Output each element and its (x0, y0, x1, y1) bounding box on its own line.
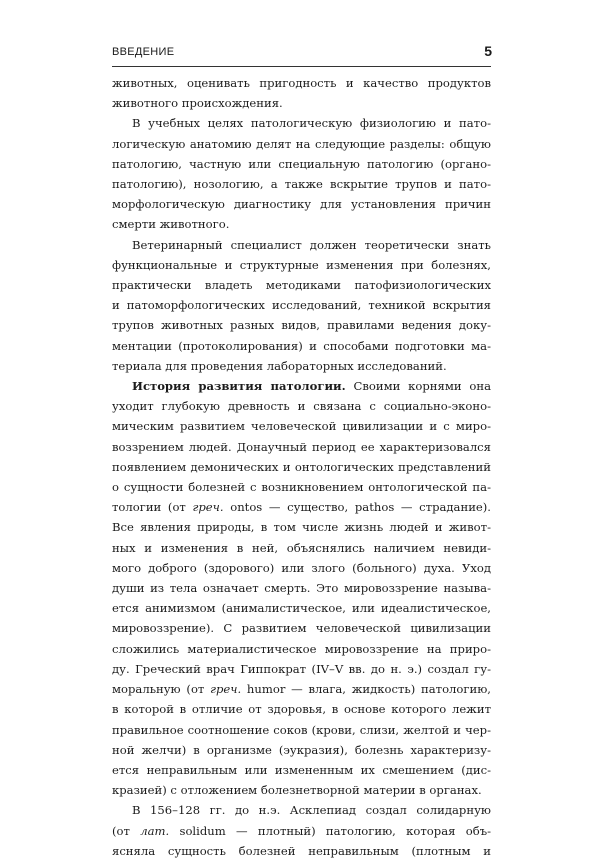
text-line: морфологическую диагностику для установления причин (112, 197, 491, 212)
text-line: териала для проведения лабораторных исследований. (112, 358, 447, 373)
text-line: Все явления природы, в том числе жизнь людей и живот- (112, 520, 491, 535)
page-header (112, 43, 492, 63)
section-heading: История развития патологии. (132, 379, 346, 394)
text-line: трупов животных разных видов, правилами ведения доку- (112, 318, 491, 333)
text-line: тологии (от греч. ontos — существо, pathos — страдание). (112, 500, 491, 515)
text-line: В учебных целях патологическую физиологию и пато- (132, 116, 491, 131)
text-line: Ветеринарный специалист должен теоретически знать (132, 237, 491, 252)
text-line: смерти животного. (112, 217, 230, 232)
text-line: (от лат. solidum — плотный) патологию, которая объ- (112, 823, 491, 838)
text-line: и патоморфологических исследований, техникой вскрытия (112, 298, 491, 313)
text-line: История развития патологии. Своими корнями она (132, 379, 491, 394)
text-line: В 156–128 гг. до н.э. Асклепиад создал солидарную (132, 803, 491, 818)
text-line: ных и изменения в ней, объяснялись наличием невиди- (112, 540, 491, 555)
text-line: мическим развитием человеческой цивилизации и с миро- (112, 419, 491, 434)
text-line: ду. Греческий врач Гиппократ (IV–V вв. до н. э.) создал гу- (112, 661, 491, 676)
paragraph (112, 235, 491, 376)
text-line: сложились материалистическое мировоззрение на приро- (112, 641, 491, 656)
text-line: моральную (от греч. humor — влага, жидкость) патологию, (112, 682, 491, 697)
text-line: появлением демонических и онтологических представлений (112, 459, 491, 474)
text-line: правильное соотношение соков (крови, слизи, желтой и чер- (112, 722, 491, 737)
paragraph (112, 73, 491, 113)
text-line: животного происхождения. (112, 96, 283, 111)
text-line: ется анимизмом (анималистическое, или идеалистическое, (112, 601, 491, 616)
paragraph (112, 113, 491, 234)
text-line: мого доброго (здорового) или злого (больного) духа. Уход (112, 560, 491, 575)
text-line: души из тела означает смерть. Это мировоззрение называ- (112, 581, 491, 596)
text-line: ется неправильным или измененным их смешением (дис- (112, 762, 491, 777)
page-number: 5 (484, 43, 492, 59)
text-line: в которой в отличие от здоровья, в основе которого лежит (112, 702, 491, 717)
text-line: патологию), нозологию, а также вскрытие трупов и пато- (112, 177, 491, 192)
paragraph (112, 800, 491, 861)
text-line: кразией) с отложением болезнетворной материи в органах. (112, 783, 482, 798)
body-text (112, 73, 491, 861)
text-line: патологию, частную или специальную патологию (органо- (112, 156, 491, 171)
text-line: мировоззрение). С развитием человеческой цивилизации (112, 621, 491, 636)
text-line: практически владеть методиками патофизиологических (112, 278, 491, 293)
text-line: ной желчи) в организме (эукразия), болезнь характеризу- (112, 742, 491, 757)
text-line: уходит глубокую древность и связана с социально-эконо- (112, 399, 491, 414)
text-line: воззрением людей. Донаучный период ее характеризовался (112, 439, 491, 454)
text-line: ясняла сущность болезней неправильным (плотным и (112, 843, 491, 858)
paragraph (112, 376, 491, 800)
text-line: функциональные и структурные изменения при болезнях, (112, 257, 491, 272)
text-line: животных, оценивать пригодность и качество продуктов (112, 76, 491, 90)
text-line: о сущности болезней с возникновением онтологической па- (112, 480, 491, 495)
header-rule (112, 66, 491, 67)
text-line: логическую анатомию делят на следующие разделы: общую (112, 136, 491, 151)
text-line: ментации (протоколирования) и способами подготовки ма- (112, 338, 491, 353)
running-head: ВВЕДЕНИЕ (112, 46, 175, 58)
